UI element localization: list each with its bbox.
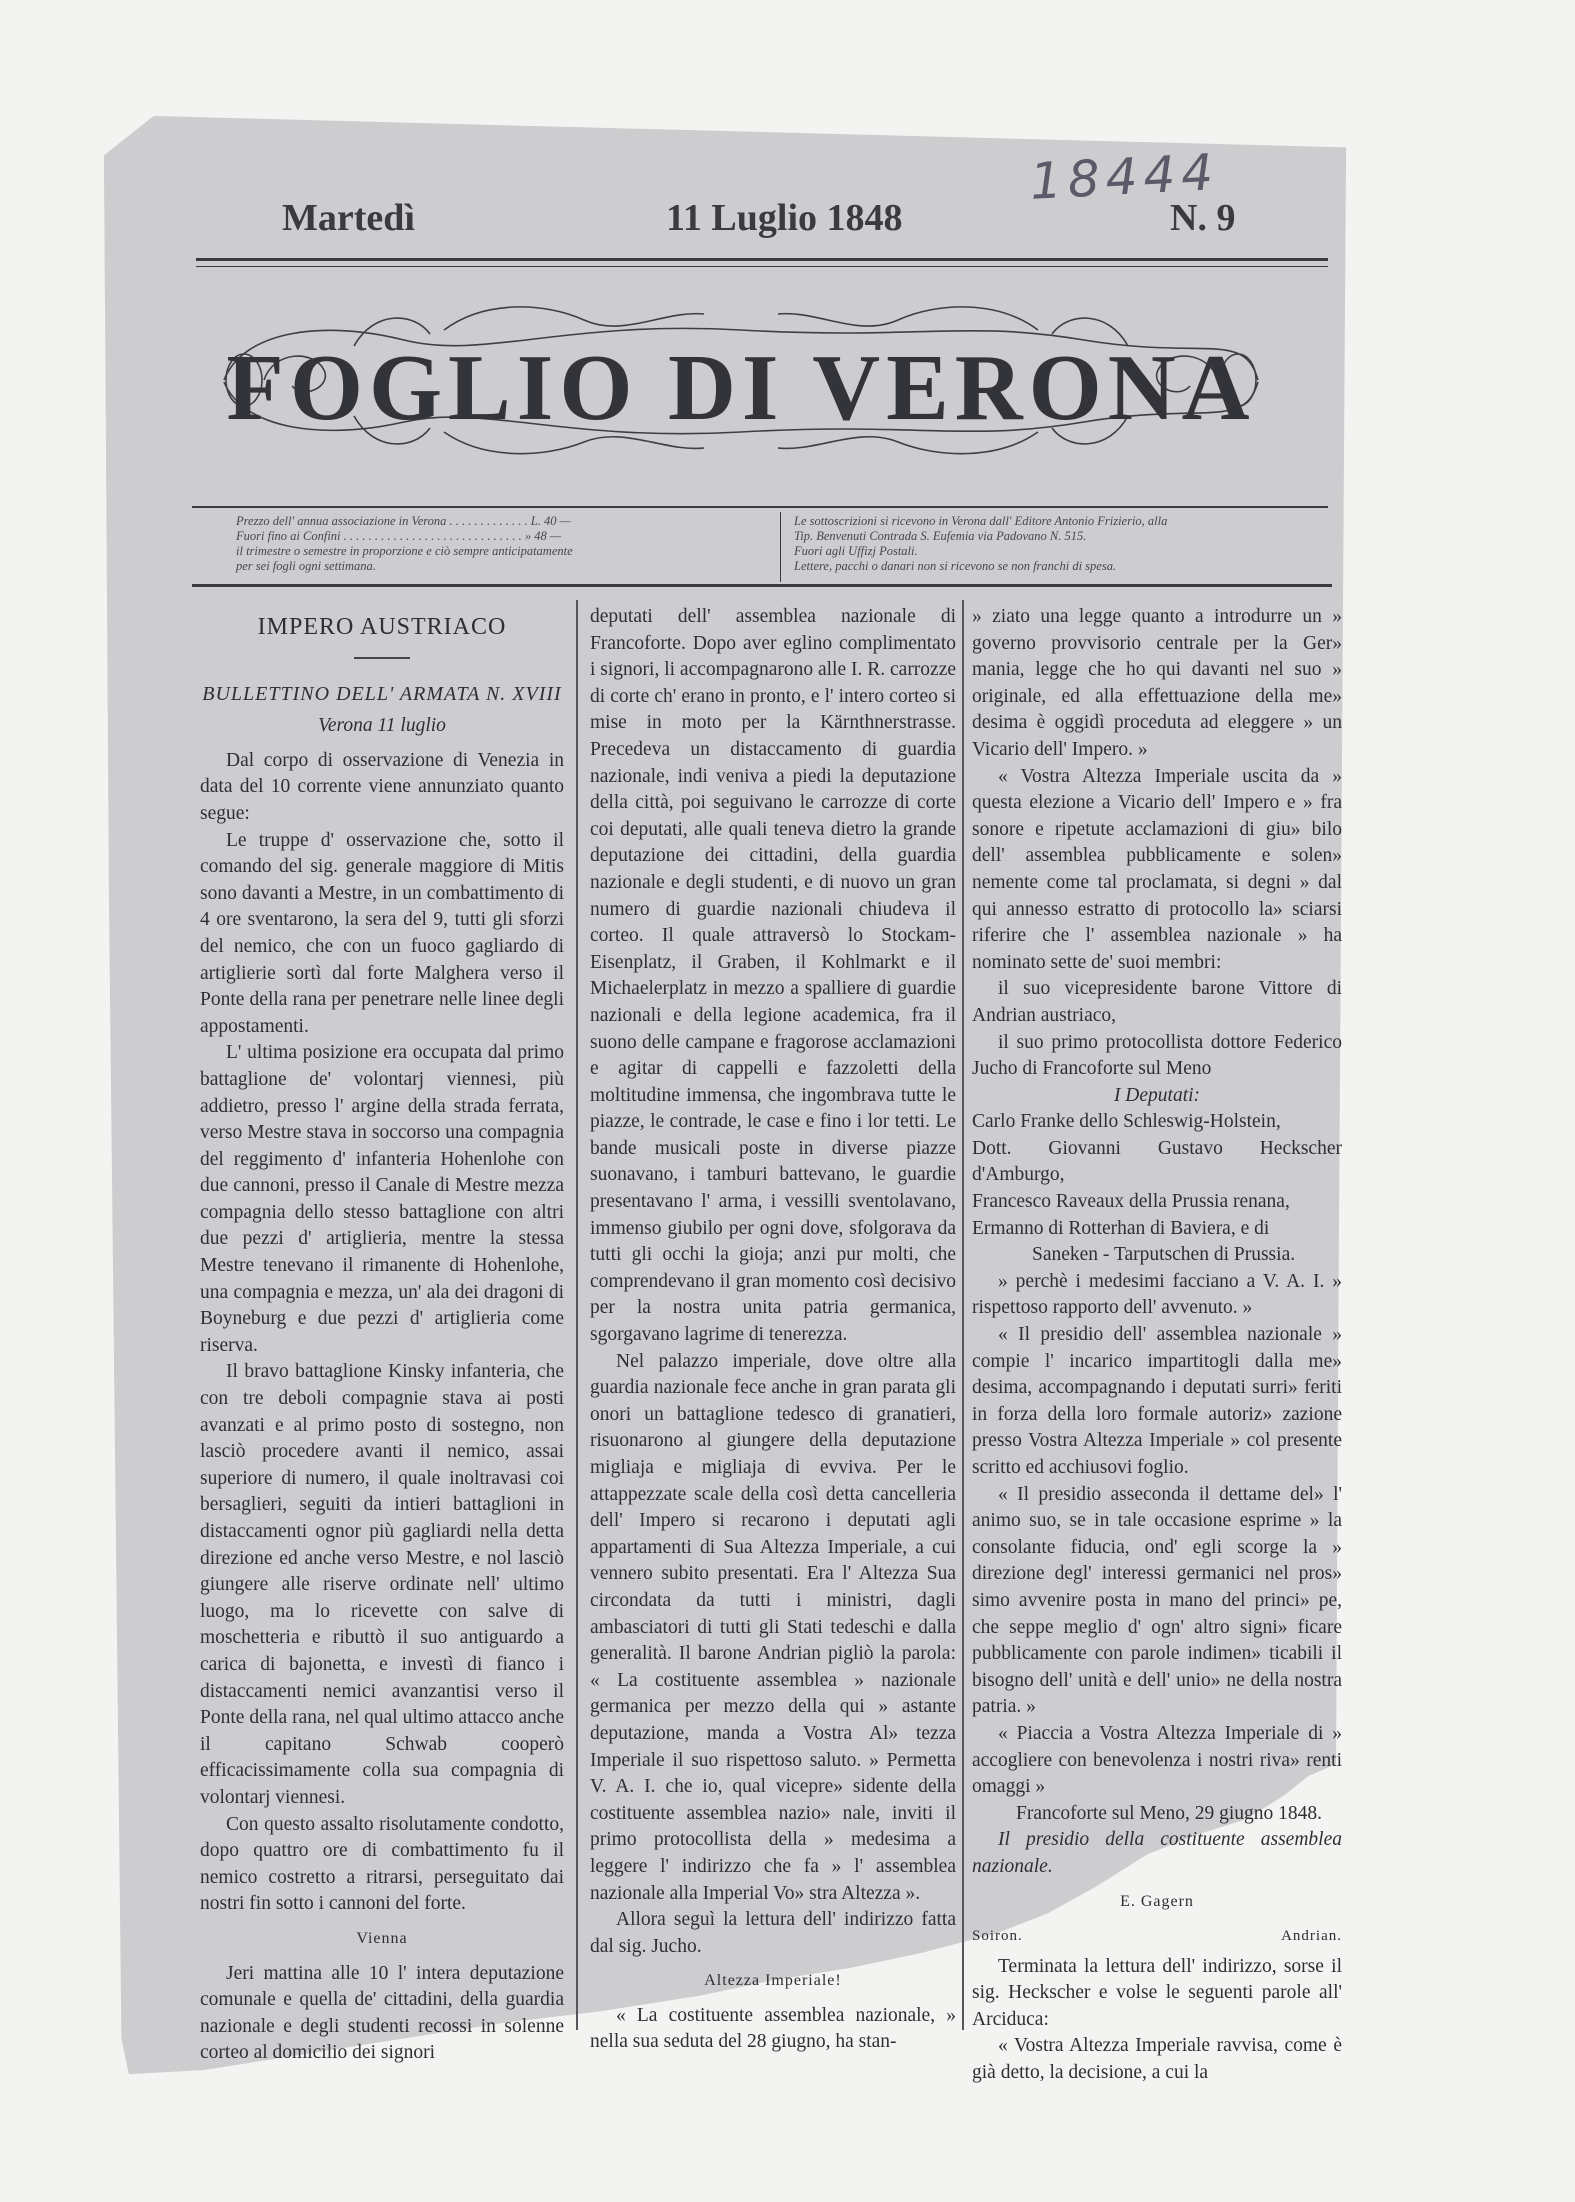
- paragraph: Il bravo battaglione Kinsky infanteria, che con tre deboli compagnie stava ai posti avanzati e al primo posto di sostegno, non lasciò procedere avanti il nemico, assai superiore di numero, il quale inoltravasi coi bersaglieri, seguiti da intieri battaglioni in distaccamenti ognor più gagliardi nella detta direzione ed anche verso Mestre, e nol lasciò giungere alle riserve ordinate nell' ultimo luogo, ma lo ricevette con salve di moschetteria e ributtò il suo antiguardo a carica di bajonetta, e investì di fianco i distaccamenti nemici avanzantisi verso il Ponte della rana, nel qual ultimo attacco anche il capitano Schwab cooperò efficacissimamente colla sua compagnia di volontarj viennesi.: [200, 1361, 564, 1808]
- newspaper-title: FOGLIO DI VERONA: [226, 336, 1256, 440]
- signatory-soiron: Soiron.: [972, 1928, 1023, 1945]
- subscription-prices: [236, 514, 796, 574]
- deputy-name: Ermanno di Rotterhan di Baviera, e di: [972, 1217, 1270, 1239]
- paragraph: Allora seguì la lettura dell' indirizzo fatta dal sig. Jucho.: [590, 1909, 956, 1957]
- price-line: Fuori fino ai Confini . . . . . . . . . . . . . . . . . . . . . . . . . . . . . » 48 —: [236, 529, 562, 543]
- issue-number: N. 9: [1170, 197, 1236, 239]
- signoff-place: Francoforte sul Meno, 29 giugno 1848.: [1015, 1802, 1322, 1824]
- paragraph: « Vostra Altezza Imperiale uscita da » questa elezione a Vicario dell' Impero e » fra sonore e ripetute acclamazioni di giu» bilo dell' assemblea pubblicamente e solen» nemente come tal proclamata, si degni » dal qui annesso estratto di protocollo la» sciarsi riferire che l' assemblea nazionale » ha nominato sette de' suoi membri:: [972, 765, 1342, 973]
- paragraph: il suo primo protocollista dottore Federico Jucho di Francoforte sul Meno: [972, 1031, 1342, 1080]
- info-line: Le sottoscrizioni si ricevono in Verona dall' Editore Antonio Frizierio, alla: [794, 514, 1168, 528]
- paragraph: « Il presidio dell' assemblea nazionale » compie l' incarico impartitogli dalla me» desima, accompagnando i deputati surri» feriti in forza della loro formale autoriz» zazione presso Vostra Altezza Imperiale » col presente scritto ed acchiusovi foglio.: [972, 1324, 1342, 1478]
- price-line: Prezzo dell' annua associazione in Verona . . . . . . . . . . . . . L. 40 —: [236, 514, 571, 528]
- column-3: [972, 604, 1342, 2084]
- subscription-rule-top: [192, 506, 1328, 508]
- paragraph: L' ultima posizione era occupata dal primo battaglione de' volontarj viennesi, più addietro, presso l' argine della strada ferrata, verso Mestre stava in soccorso una compagnia del reggimento d' infanteria Hohenlohe con due cannoni, presso il Canale di Mestre mezza compagnia dello stesso battaglione con altri due pezzi d' artiglieria, mentre la stessa Mestre tenevano il rimanente di Hohenlohe, una compagnia e mezza, un' ala dei dragoni di Boyneburg e due pezzi d' artiglieria come riserva.: [200, 1042, 564, 1356]
- price-line: il trimestre o semestre in proporzione e ciò sempre anticipatamente: [236, 544, 573, 558]
- signatory-gagern: E. Gagern: [1120, 1892, 1194, 1910]
- price-line: per sei fogli ogni settimana.: [236, 559, 376, 573]
- subscription-rule-bottom: [192, 584, 1332, 587]
- column-divider-1: [576, 600, 578, 2030]
- deputy-name: Francesco Raveaux della Prussia renana,: [972, 1191, 1290, 1213]
- paragraph: Jeri mattina alle 10 l' intera deputazione comunale e quella de' cittadini, della guardia nazionale e degli studenti recossi in solenne corteo al domicilio dei signori: [200, 1962, 564, 2064]
- paragraph: Le truppe d' osservazione che, sotto il comando del sig. generale maggiore di Mitis sono davanti a Mestre, in un combattimento di 4 ore sventarono, la sera del 9, tutti gli sforzi del nemico, che con un fuoco gagliardo di artiglierie sortì dal forte Malghera verso il Ponte della rana per penetrare nelle linee degli appostamenti.: [200, 829, 564, 1037]
- signatories-row: [972, 1923, 1342, 1950]
- paragraph: « Piaccia a Vostra Altezza Imperiale di » accogliere con benevolenza i nostri riva» renti omaggi »: [972, 1722, 1342, 1798]
- dateline-rule-bottom: [196, 266, 1328, 267]
- section-title: IMPERO AUSTRIACO: [257, 614, 507, 640]
- info-line: Fuori agli Uffizj Postali.: [794, 544, 918, 558]
- paragraph: Terminata la lettura dell' indirizzo, sorse il sig. Heckscher e volse le seguenti parole all' Arciduca:: [972, 1955, 1342, 2030]
- column-1: [200, 604, 564, 2064]
- dateline: [200, 196, 1250, 256]
- deputati-heading: I Deputati:: [1113, 1084, 1201, 1106]
- subscription-info: [794, 514, 1294, 574]
- address-heading: Altezza Imperiale!: [704, 1972, 842, 1990]
- deputy-name: Carlo Franke dello Schleswig-Holstein,: [972, 1111, 1281, 1133]
- signatory-andrian: Andrian.: [1281, 1928, 1342, 1945]
- bulletin-title: BULLETTINO DELL' ARMATA N. XVIII: [202, 682, 562, 705]
- masthead: [204, 290, 1278, 472]
- paragraph: » ziato una legge quanto a introdurre un » governo provvisorio centrale per la Ger» mania, legge che ho qui davanti nel suo » originale, ed alla effettuazione della me» desima è oggidì proceduta ad eleggere » un Vicario dell' Impero. »: [972, 606, 1342, 760]
- info-line: Tip. Benvenuti Contrada S. Eufemia via Padovano N. 515.: [794, 529, 1087, 543]
- paragraph: Con questo assalto risolutamente condotto, dopo quattro ore di combattimento fu il nemico costretto a ritrarsi, perseguitato dai nostri fin sotto i cannoni del forte.: [200, 1813, 564, 1915]
- dateline-rule-top: [196, 258, 1328, 261]
- paragraph: Dal corpo di osservazione di Venezia in data del 10 corrente viene annunziato quanto segue:: [200, 749, 564, 824]
- paragraph: « La costituente assemblea nazionale, » nella sua seduta del 28 giugno, ha stan-: [590, 2004, 956, 2053]
- paragraph: deputati dell' assemblea nazionale di Francoforte. Dopo aver eglino complimentato i signori, li accompagnarono alle I. R. carrozze di corte ch' erano in pronto, e l' intero corteo si mise in moto per la Kärnthnerstrasse. Precedeva un distaccamento di guardia nazionale, indi veniva a piedi la deputazione della città, poi seguivano le carrozze di corte coi deputati, alle quali teneva dietro la grande deputazione dei cittadini, della guardia nazionale e degli studenti, e di nuovo un gran numero di guardie nazionali chiudeva il corteo. Il quale attraversò lo Stockam-Eisenplatz, il Graben, il Kohlmarkt e il Michaelerplatz in mezzo a spalliere di guardie nazionali e della legione academica, fra il suono delle campane e fragorose acclamazioni e agitar di cappelli e fazzoletti della moltitudine immensa, che ingombrava tutte le piazze, le contrade, le case e fino i lor tetti. Le bande musicali poste in diverse piazze suonavano, i tamburi battevano, le guardie presentavano l' arma, i vessilli sventolavano, immenso giubilo per ogni dove, sfolgorava da tutti gli occhi la gioja; anzi pur molti, che comprendevano il gran momento così decisivo per la nostra unita patria germanica, sgorgavano lagrime di tenerezza.: [590, 606, 957, 1346]
- subscription-divider: [780, 512, 781, 582]
- paragraph: il suo vicepresidente barone Vittore di Andrian austriaco,: [972, 978, 1342, 1026]
- paragraph: « Il presidio asseconda il dettame del» l' animo suo, se in tale occasione esprime » la consolante fiducia, ond' egli scorge la » direzione degl' interessi germanici nel pros» simo avvenire posta in mano del princi» pe, che seppe meglio d' ogn' altro signi» ficare pubblicamente con parole indimen» ticabili il bisogno dell' unità e dell' unio» ne della nostra patria. »: [972, 1483, 1342, 1718]
- signoff-body: Il presidio della costituente assemblea nazionale.: [972, 1829, 1342, 1877]
- column-2: [590, 604, 957, 2053]
- deputy-name: Dott. Giovanni Gustavo Heckscher d'Amburgo,: [972, 1137, 1342, 1186]
- issue-day: Martedì: [282, 197, 415, 239]
- paragraph: » perchè i medesimi facciano a V. A. I. » rispettoso rapporto dell' avvenuto. »: [972, 1270, 1342, 1319]
- paragraph: « Vostra Altezza Imperiale ravvisa, come è già detto, la decisione, a cui la: [972, 2035, 1342, 2084]
- issue-date: 11 Luglio 1848: [666, 197, 903, 239]
- deputy-name: Saneken - Tarputschen di Prussia.: [1032, 1244, 1296, 1266]
- handwritten-archive-number: 18444: [1028, 143, 1221, 211]
- column-divider-2: [962, 600, 964, 2030]
- info-line: Lettere, pacchi o danari non si ricevono se non franchi di spesa.: [794, 559, 1117, 573]
- section-rule: [354, 657, 410, 659]
- paragraph: Nel palazzo imperiale, dove oltre alla guardia nazionale fece anche in gran parata gli onori un battaglione tedesco di granatieri, risuonarono al giungere della deputazione migliaja e migliaja di evviva. Per le attappezzate scale della così detta cancelleria dell' Impero si recarono i deputati agli appartamenti di Sua Altezza Imperiale, a cui vennero subito presentati. Era l' Altezza Sua circondata da tutti i ministri, dagli ambasciatori di tutti gli Stati tedeschi e dalla generalità. Il barone Andrian pigliò la parola: « La costituente assemblea » nazionale germanica per mezzo della qui » astante deputazione, manda a Vostra Al» tezza Imperiale il suo rispettoso saluto. » Permetta V. A. I. che io, qual vicepre» sidente della costituente assemblea nazio» nale, inviti il primo protocollista della » medesima a leggere l' indirizzo che fa » l' assemblea nazionale alla Imperial Vo» stra Altezza ».: [590, 1350, 956, 1904]
- vienna-heading: Vienna: [356, 1929, 408, 1947]
- bulletin-place-date: Verona 11 luglio: [318, 715, 446, 737]
